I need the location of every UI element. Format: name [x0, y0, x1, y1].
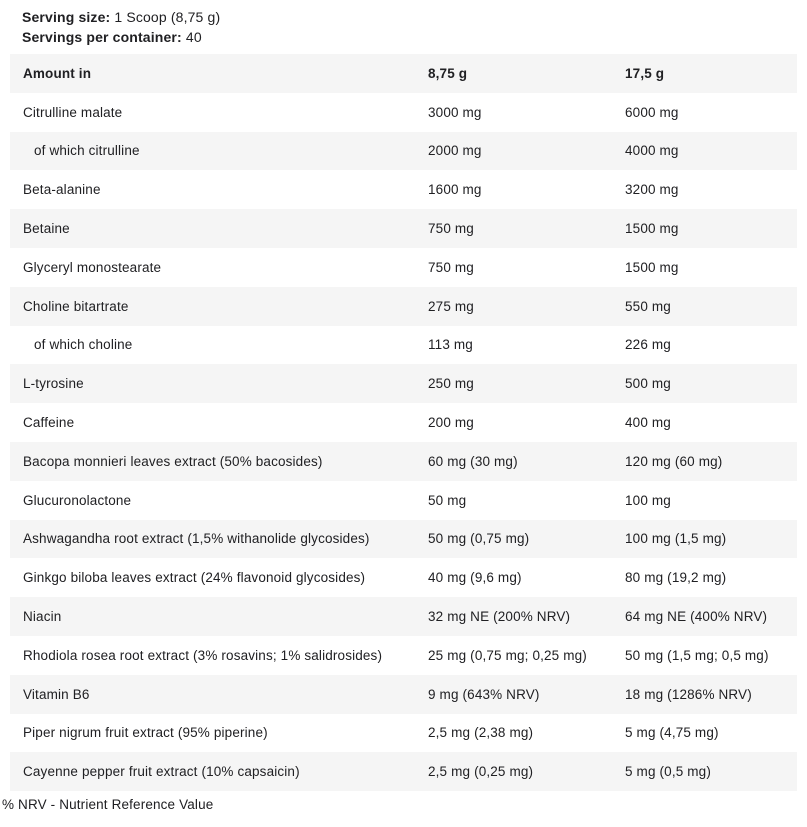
table-row	[10, 170, 797, 209]
table-row	[10, 752, 797, 791]
column-header-serving-1: 8,75 g	[428, 65, 468, 81]
ingredient-name: of which citrulline	[34, 143, 140, 159]
amount-serving-2: 50 mg (1,5 mg; 0,5 mg)	[625, 647, 769, 663]
amount-serving-2: 4000 mg	[625, 143, 679, 159]
amount-serving-2: 1500 mg	[625, 221, 679, 237]
amount-serving-1: 2000 mg	[428, 143, 482, 159]
ingredient-name: Piper nigrum fruit extract (95% piperine)	[23, 725, 268, 741]
amount-serving-1: 9 mg (643% NRV)	[428, 686, 540, 702]
amount-serving-2: 5 mg (0,5 mg)	[625, 764, 711, 780]
amount-serving-1: 25 mg (0,75 mg; 0,25 mg)	[428, 647, 587, 663]
ingredient-name: L-tyrosine	[23, 376, 84, 392]
ingredient-name: Rhodiola rosea root extract (3% rosavins; 1% salidrosides)	[23, 647, 383, 663]
table-row	[10, 442, 797, 481]
table-row	[10, 636, 797, 675]
table-row	[10, 520, 797, 559]
table-row	[10, 675, 797, 714]
serving-size-value: 1 Scoop (8,75 g)	[110, 9, 221, 25]
serving-info	[0, 0, 807, 47]
amount-serving-2: 100 mg (1,5 mg)	[625, 531, 727, 547]
amount-serving-2: 80 mg (19,2 mg)	[625, 570, 727, 586]
table-row	[10, 364, 797, 403]
ingredient-name: Cayenne pepper fruit extract (10% capsaicin)	[23, 764, 300, 780]
amount-serving-2: 1500 mg	[625, 259, 679, 275]
amount-serving-2: 400 mg	[625, 415, 671, 431]
table-row	[10, 597, 797, 636]
amount-serving-1: 113 mg	[428, 337, 473, 353]
amount-serving-1: 2,5 mg (0,25 mg)	[428, 764, 534, 780]
table-row	[10, 714, 797, 753]
amount-serving-2: 226 mg	[625, 337, 671, 353]
table-row	[10, 481, 797, 520]
servings-per-container-line	[22, 27, 807, 47]
amount-serving-1: 3000 mg	[428, 104, 482, 120]
amount-serving-2: 6000 mg	[625, 104, 679, 120]
nrv-footnote: % NRV - Nutrient Reference Value	[2, 797, 214, 813]
amount-serving-2: 500 mg	[625, 376, 671, 392]
ingredient-name: Bacopa monnieri leaves extract (50% bacosides)	[23, 453, 323, 469]
ingredient-name: of which choline	[34, 337, 133, 353]
ingredient-name: Betaine	[23, 221, 70, 237]
serving-size-line	[22, 7, 807, 27]
table-row	[10, 558, 797, 597]
ingredient-name: Beta-alanine	[23, 182, 101, 198]
amount-serving-1: 50 mg (0,75 mg)	[428, 531, 530, 547]
table-row	[10, 326, 797, 365]
amount-serving-1: 1600 mg	[428, 182, 482, 198]
table-row	[10, 93, 797, 132]
amount-serving-2: 18 mg (1286% NRV)	[625, 686, 752, 702]
amount-serving-1: 200 mg	[428, 415, 474, 431]
supplement-facts-table	[10, 54, 797, 791]
table-header-row	[10, 54, 797, 93]
servings-per-container-value: 40	[181, 29, 202, 45]
amount-serving-1: 275 mg	[428, 298, 474, 314]
amount-serving-1: 750 mg	[428, 221, 474, 237]
amount-serving-1: 750 mg	[428, 259, 474, 275]
amount-serving-2: 100 mg	[625, 492, 671, 508]
amount-serving-1: 50 mg	[428, 492, 467, 508]
table-row	[10, 287, 797, 326]
ingredient-name: Glyceryl monostearate	[23, 259, 162, 275]
ingredient-name: Citrulline malate	[23, 104, 123, 120]
ingredient-name: Niacin	[23, 609, 62, 625]
ingredient-name: Ashwagandha root extract (1,5% withanolide glycosides)	[23, 531, 370, 547]
amount-serving-1: 60 mg (30 mg)	[428, 453, 518, 469]
amount-serving-2: 3200 mg	[625, 182, 679, 198]
ingredient-name: Caffeine	[23, 415, 75, 431]
ingredient-name: Vitamin B6	[23, 686, 90, 702]
amount-serving-2: 5 mg (4,75 mg)	[625, 725, 719, 741]
serving-size-label: Serving size:	[22, 9, 111, 25]
amount-serving-2: 550 mg	[625, 298, 671, 314]
amount-serving-2: 64 mg NE (400% NRV)	[625, 609, 768, 625]
ingredient-name: Glucuronolactone	[23, 492, 132, 508]
column-header-serving-2: 17,5 g	[625, 65, 665, 81]
servings-per-container-label: Servings per container:	[22, 29, 182, 45]
ingredient-name: Choline bitartrate	[23, 298, 129, 314]
table-row	[10, 132, 797, 171]
amount-serving-1: 250 mg	[428, 376, 474, 392]
table-row	[10, 248, 797, 287]
amount-serving-1: 40 mg (9,6 mg)	[428, 570, 522, 586]
amount-serving-1: 32 mg NE (200% NRV)	[428, 609, 571, 625]
column-header-amount-in: Amount in	[23, 65, 92, 81]
ingredient-name: Ginkgo biloba leaves extract (24% flavonoid glycosides)	[23, 570, 366, 586]
table-row	[10, 209, 797, 248]
amount-serving-1: 2,5 mg (2,38 mg)	[428, 725, 534, 741]
amount-serving-2: 120 mg (60 mg)	[625, 453, 723, 469]
table-row	[10, 403, 797, 442]
